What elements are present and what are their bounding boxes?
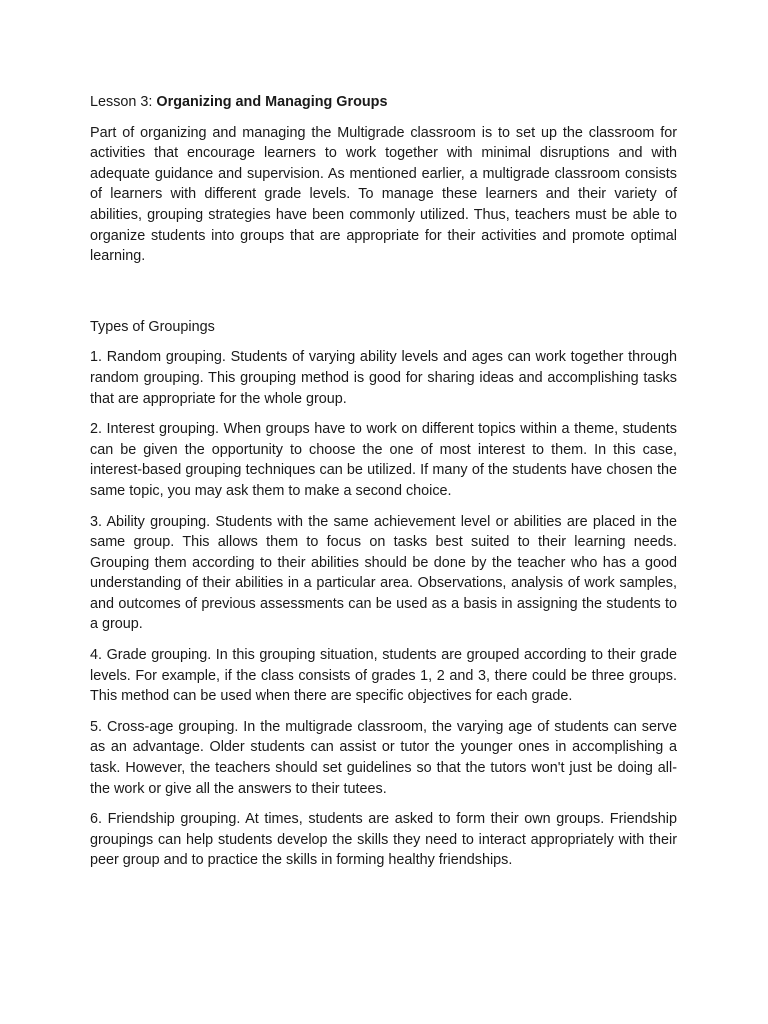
grouping-item-cross-age: 5. Cross-age grouping. In the multigrade classroom, the varying age of students can serve as an advantage. Older students can assist or tutor the younger ones in accomplishing a task. However, the teachers should set guidelines so that the tutors won't just be doing all-the work or give all the answers to their tutees. bbox=[90, 718, 677, 797]
document-page bbox=[90, 92, 677, 881]
grouping-item-ability: 3. Ability grouping. Students with the same achievement level or abilities are placed in the same group. This allows them to focus on tasks best suited to their learning needs. Grouping them according to their abilities should be done by the teacher who has a good understanding of their abilities in a particular area. Observations, analysis of work samples, and outcomes of previous assessments can be used as a basis in assigning the students to a group. bbox=[90, 513, 677, 633]
intro-paragraph: Part of organizing and managing the Multigrade classroom is to set up the classroom for activities that encourage learners to work together with minimal disruptions and with adequate guidance and supervision. As mentioned earlier, a multigrade classroom consists of learners with different grade levels. To manage these learners and their variety of abilities, grouping strategies have been commonly utilized. Thus, teachers must be able to organize students into groups that are appropriate for their activities and promote optimal learning. bbox=[90, 124, 677, 265]
lesson-heading bbox=[90, 92, 677, 113]
lesson-number: Lesson 3: bbox=[90, 94, 153, 110]
grouping-item-friendship: 6. Friendship grouping. At times, students are asked to form their own groups. Friendship groupings can help students develop the skills they need to interact appropriately with their peer group and to practice the skills in forming healthy friendships. bbox=[90, 811, 677, 869]
types-heading: Types of Groupings bbox=[90, 318, 215, 335]
lesson-title: Organizing and Managing Groups bbox=[156, 94, 388, 110]
grouping-item-interest: 2. Interest grouping. When groups have to work on different topics within a theme, students can be given the opportunity to choose the one of most interest to them. In this case, interest-based grouping techniques can be utilized. If many of the students have chosen the same topic, you may ask them to make a second choice. bbox=[90, 421, 677, 499]
grouping-item-grade: 4. Grade grouping. In this grouping situation, students are grouped according to their grade levels. For example, if the class consists of grades 1, 2 and 3, there could be three groups. This method can be used when there are specific objectives for each grade. bbox=[90, 647, 677, 705]
grouping-item-random: 1. Random grouping. Students of varying ability levels and ages can work together through random grouping. This grouping method is good for sharing ideas and accomplishing tasks that are appropriate for the whole group. bbox=[90, 349, 677, 407]
section-spacer bbox=[90, 267, 677, 317]
